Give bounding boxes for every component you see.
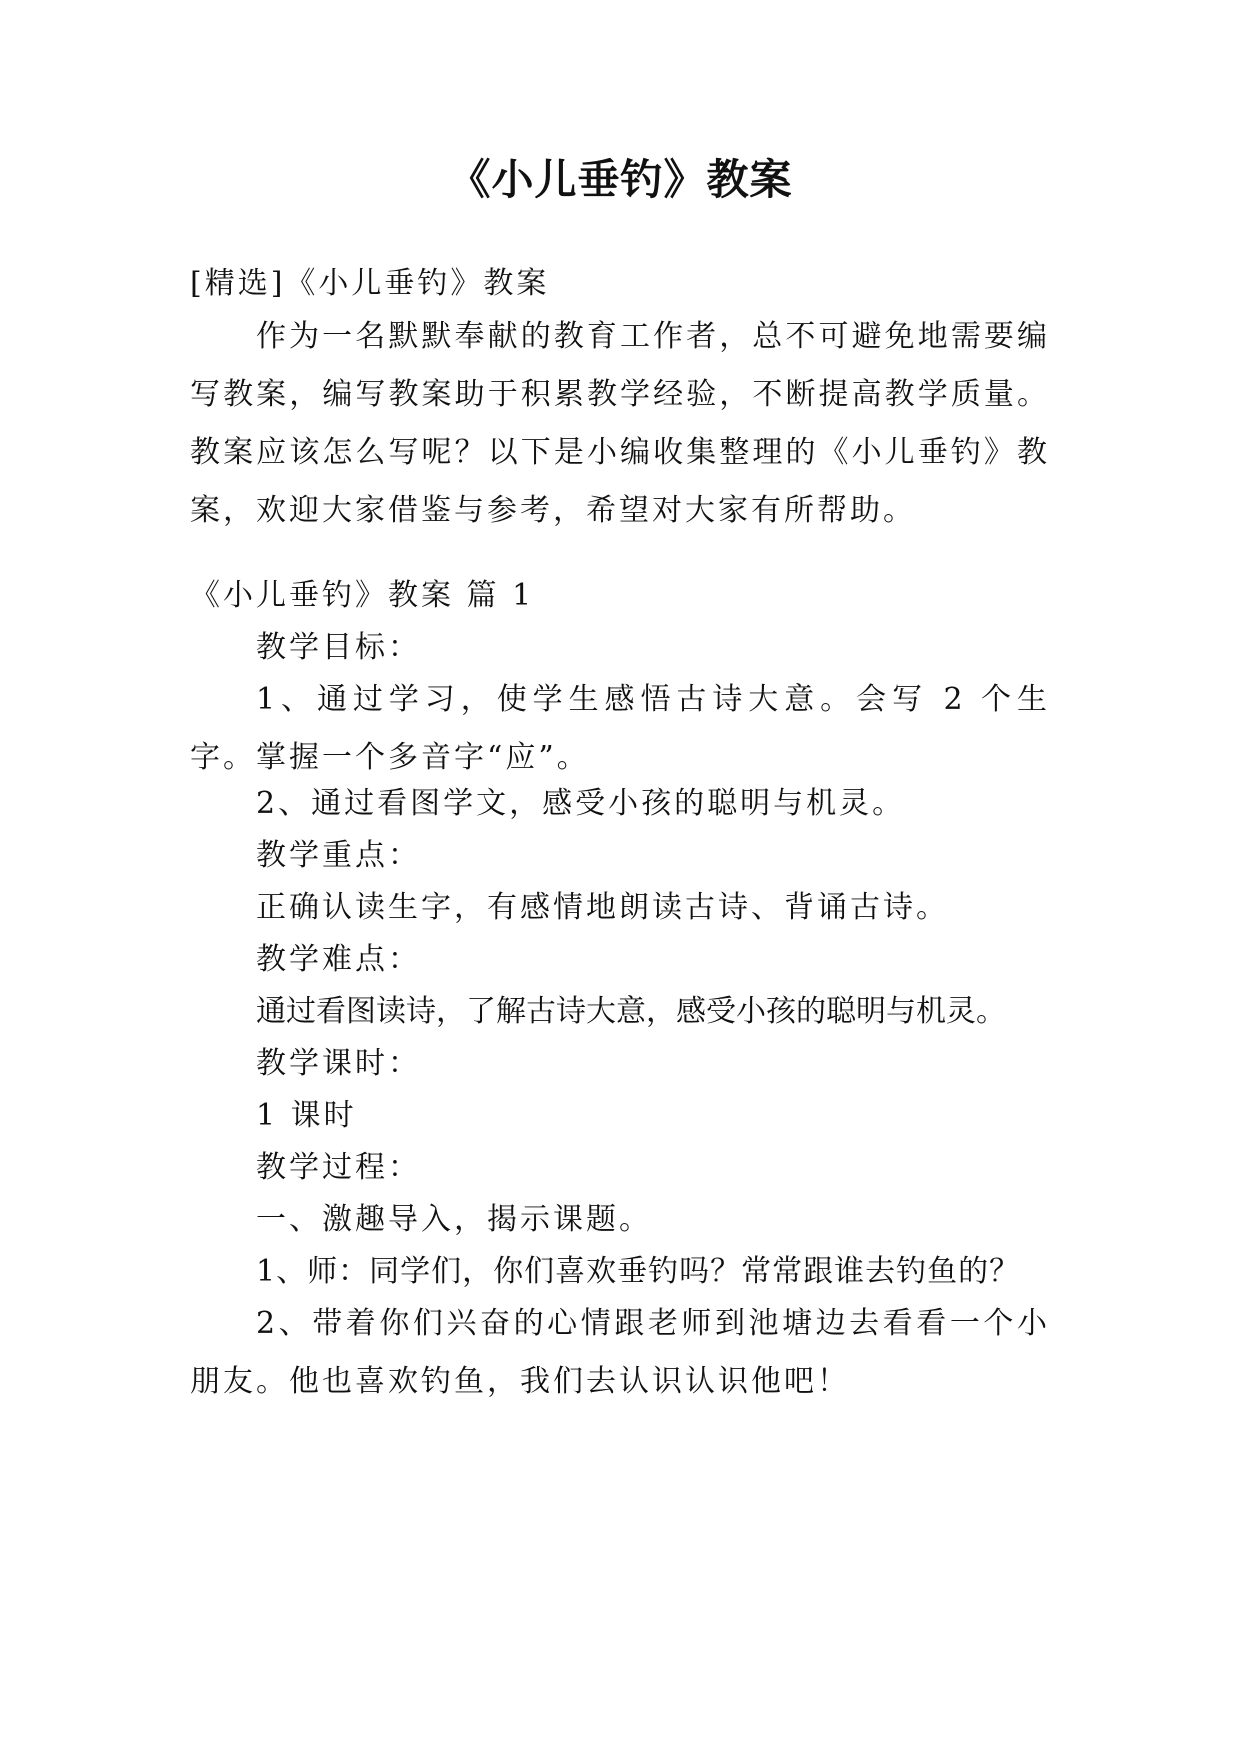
key-points-label: 教学重点： [256,838,421,873]
step-1-item-2: 2、带着你们兴奋的心情跟老师到池塘边去看看一个小朋友。他也喜欢钓鱼，我们去认识认识他吧！ [190,1306,1050,1399]
step-1-item-1: 1、师：同学们，你们喜欢垂钓吗？常常跟谁去钓鱼的？ [256,1254,1021,1289]
goal-1: 1、通过学习，使学生感悟古诗大意。会写 2 个生字。掌握一个多音字“应”。 [190,682,1050,775]
key-points: 正确认读生字，有感情地朗读古诗、背诵古诗。 [256,890,949,925]
goals-label: 教学目标： [256,630,421,665]
intro-paragraph: 作为一名默默奉献的教育工作者，总不可避免地需要编写教案，编写教案助于积累教学经验，不断提高教学质量。教案应该怎么写呢？以下是小编收集整理的《小儿垂钓》教案，欢迎大家借鉴与参考，希望对大家有所帮助。 [190,319,1050,528]
difficulty-label: 教学难点： [256,942,421,977]
process-label: 教学过程： [256,1150,421,1185]
document-subtitle: [精选]《小儿垂钓》教案 [190,266,550,301]
class-hours-label: 教学课时： [256,1046,421,1081]
goal-2: 2、通过看图学文，感受小孩的聪明与机灵。 [256,786,906,821]
step-1-heading: 一、激趣导入，揭示课题。 [256,1202,652,1237]
section-heading: 《小儿垂钓》教案 篇 1 [190,578,535,613]
difficulty: 通过看图读诗，了解古诗大意，感受小孩的聪明与机灵。 [256,994,1006,1029]
document-title: 《小儿垂钓》教案 [448,155,793,204]
class-hours: 1 课时 [256,1098,357,1133]
